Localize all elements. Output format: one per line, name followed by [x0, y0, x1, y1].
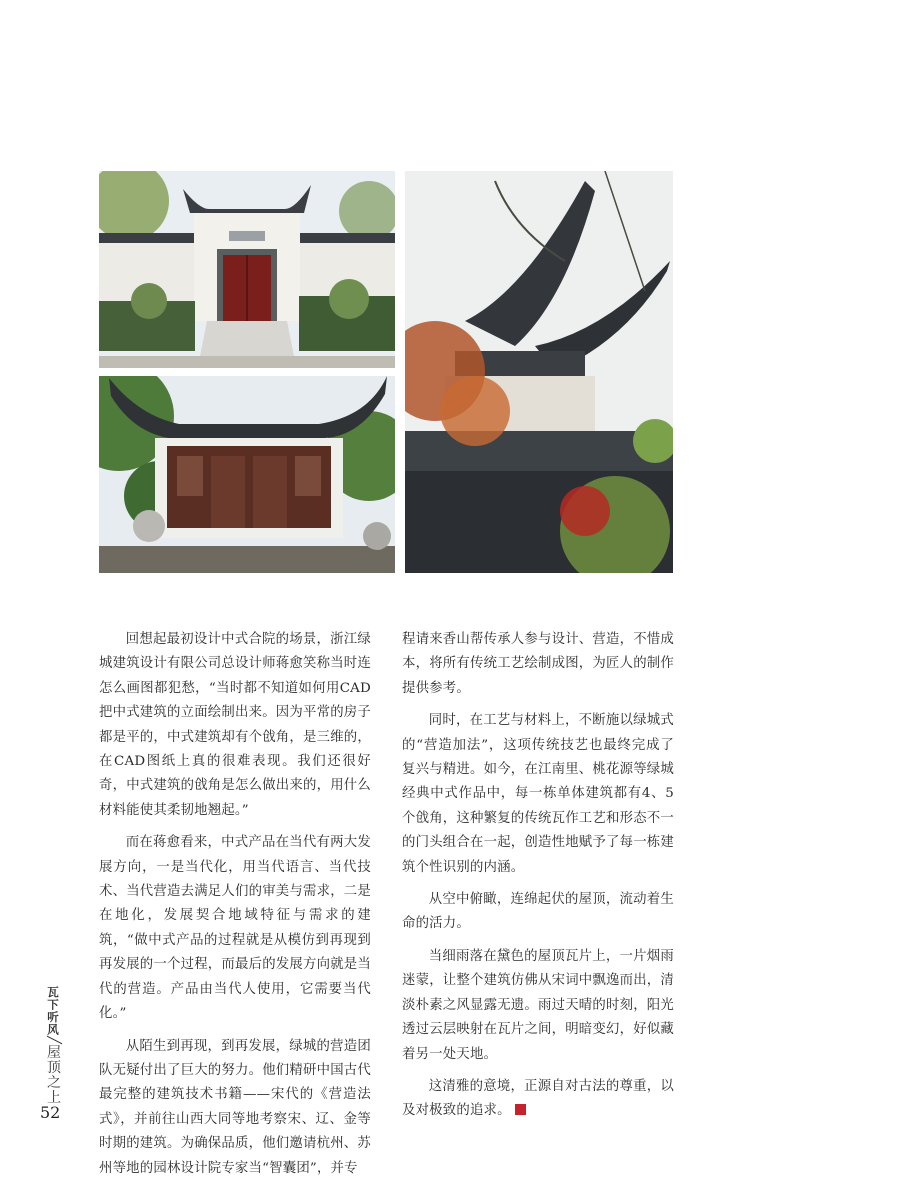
- running-header-vertical: [43, 986, 63, 1105]
- paragraph: 程请来香山帮传承人参与设计、营造，不惜成本，将所有传统工艺绘制成图，为匠人的制作提供参考。: [402, 632, 674, 696]
- paragraph: 同时，在工艺与材料上，不断施以绿城式的“营造加法”，这项传统技艺也最终完成了复兴与精进。如今，在江南里、桃花源等绿城经典中式作品中，每一栋单体建筑都有4、5个戗角，这种繁复的传统瓦作工艺和形态不一的门头组合在一起，创造性地赋予了每一栋建筑个性识别的内涵。: [402, 713, 674, 875]
- photo-eaves-closeup: [405, 171, 673, 573]
- photo-pavilion: [99, 376, 395, 573]
- paragraph: 当细雨落在黛色的屋顶瓦片上，一片烟雨迷蒙，让整个建筑仿佛从宋词中飘逸而出，清淡朴素之风显露无遗。雨过天晴的时刻，阳光透过云层映射在瓦片之间，明暗变幻，好似藏着另一处天地。: [402, 948, 674, 1062]
- paragraph-text: 这清雅的意境，正源自对古法的尊重，以及对极致的追求。: [402, 1078, 674, 1119]
- photo-courtyard-gate: [99, 171, 395, 368]
- section-name: 瓦下听风: [46, 986, 60, 1036]
- text-column-right: [402, 628, 674, 1132]
- paragraph-final: [402, 1075, 674, 1124]
- text-column-left: [99, 628, 371, 1189]
- chapter-title: 屋顶之上: [45, 1044, 61, 1105]
- separator: ╱: [46, 1036, 61, 1045]
- page-number: 52: [40, 1103, 61, 1122]
- paragraph: 而在蒋愈看来，中式产品在当代有两大发展方向，一是当代化，用当代语言、当代技术、当代营造去满足人们的审美与需求，二是在地化，发展契合地域特征与需求的建筑，“做中式产品的过程就是从模仿到再现到再发展的一个过程，而最后的发展方向就是当代的营造。产品由当代人使用，它需要当代化。”: [99, 835, 371, 1022]
- paragraph: 回想起最初设计中式合院的场景，浙江绿城建筑设计有限公司总设计师蒋愈笑称当时连怎么画图都犯愁，“当时都不知道如何用CAD把中式建筑的立面绘制出来。因为平常的房子都是平的，中式建筑却有个戗角，是三维的，在CAD图纸上真的很难表现。我们还很好奇，中式建筑的戗角是怎么做出来的，用什么材料能使其柔韧地翘起。”: [99, 632, 371, 818]
- paragraph: 从空中俯瞰，连绵起伏的屋顶，流动着生命的活力。: [402, 892, 674, 932]
- paragraph: 从陌生到再现，到再发展，绿城的营造团队无疑付出了巨大的努力。他们精研中国古代最完整的建筑技术书籍——宋代的《营造法式》，并前往山西大同等地考察宋、辽、金等时期的建筑。为确保品质，他们邀请杭州、苏州等地的园林设计院专家当“智囊团”，并专: [99, 1038, 371, 1176]
- end-mark-square: [515, 1104, 526, 1115]
